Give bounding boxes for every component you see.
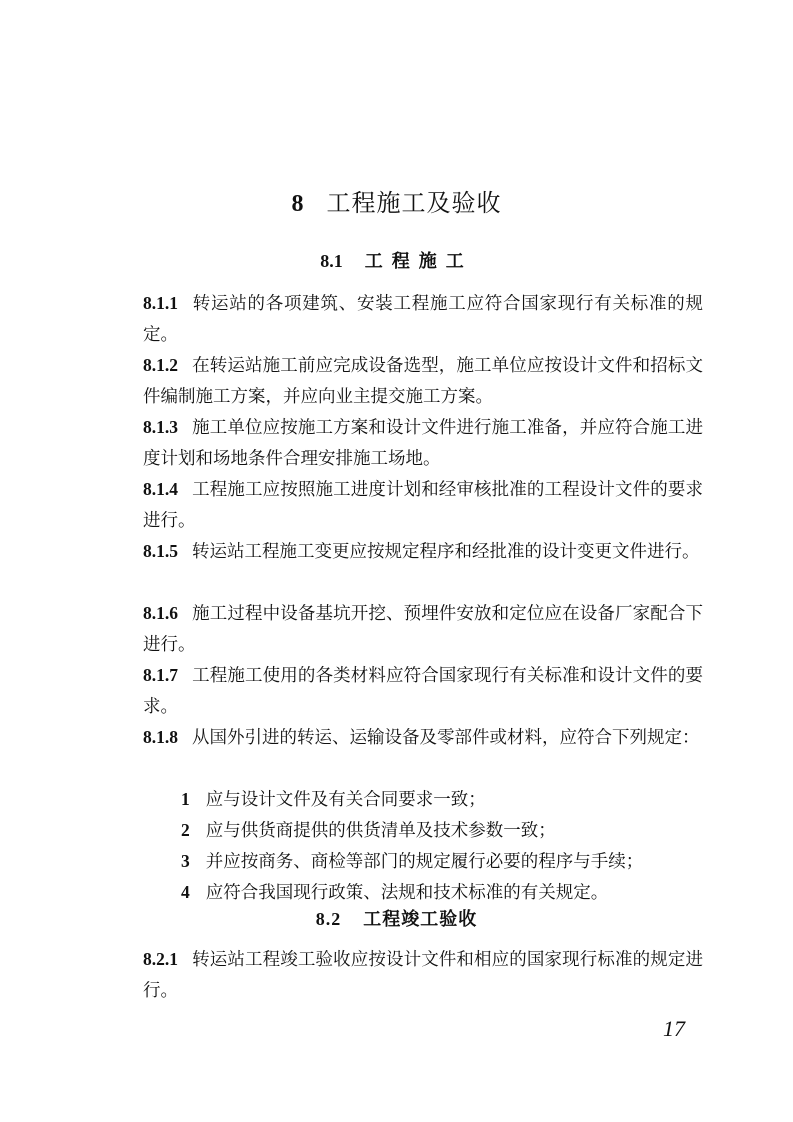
item-text: 应与设计文件及有关合同要求一致； xyxy=(205,790,486,810)
clause-number: 8.1.7 xyxy=(143,665,178,685)
clause-text: 施工过程中设备基坑开挖、预埋件安放和定位应在设备厂家配合下进行。 xyxy=(143,604,703,655)
clause-text: 工程施工使用的各类材料应符合国家现行有关标准和设计文件的要求。 xyxy=(143,666,703,717)
clause-8-1-3 xyxy=(143,412,703,475)
clause-8-2-1 xyxy=(143,944,703,1007)
list-item xyxy=(181,846,706,878)
clause-text: 在转运站施工前应完成设备选型，施工单位应按设计文件和招标文件编制施工方案，并应向业主提交施工方案。 xyxy=(143,356,703,407)
chapter-title xyxy=(0,183,793,218)
section-title-text: 工程施工 xyxy=(364,251,473,272)
clause-8-1-2 xyxy=(143,350,703,413)
clause-8-1-6 xyxy=(143,598,703,661)
clause-number: 8.1.2 xyxy=(143,355,178,375)
chapter-title-text: 工程施工及验收 xyxy=(326,189,502,217)
item-text: 并应按商务、商检等部门的规定履行必要的程序与手续； xyxy=(205,852,644,872)
list-item xyxy=(181,815,706,847)
clause-8-1-4 xyxy=(143,474,703,537)
item-number: 2 xyxy=(181,820,190,840)
item-text: 应符合我国现行政策、法规和技术标准的有关规定。 xyxy=(205,883,609,903)
section-number: 8.2 xyxy=(315,909,342,929)
clause-number: 8.1.4 xyxy=(143,479,178,499)
page-number: 17 xyxy=(663,1016,685,1041)
section-title-text: 工程竣工验收 xyxy=(363,909,478,930)
clause-text: 转运站工程施工变更应按规定程序和经批准的设计变更文件进行。 xyxy=(192,542,700,562)
item-text: 应与供货商提供的供货清单及技术参数一致； xyxy=(205,821,556,841)
section-title-8-1 xyxy=(0,247,793,273)
clause-text: 转运站工程竣工验收应按设计文件和相应的国家现行标准的规定进行。 xyxy=(143,950,703,1001)
clause-text: 工程施工应按照施工进度计划和经审核批准的工程设计文件的要求进行。 xyxy=(143,480,703,531)
item-number: 4 xyxy=(181,882,190,902)
list-item xyxy=(181,784,706,816)
item-number: 1 xyxy=(181,789,190,809)
clause-text: 施工单位应按施工方案和设计文件进行施工准备，并应符合施工进度计划和场地条件合理安排施工场地。 xyxy=(143,418,703,469)
clause-number: 8.1.3 xyxy=(143,417,178,437)
clause-text: 从国外引进的转运、运输设备及零部件或材料，应符合下列规定： xyxy=(192,728,700,748)
clause-text: 转运站的各项建筑、安装工程施工应符合国家现行有关标准的规定。 xyxy=(143,294,703,345)
clause-number: 8.2.1 xyxy=(143,949,178,969)
clause-number: 8.1.5 xyxy=(143,541,178,561)
clause-8-1-5 xyxy=(143,536,703,568)
clause-number: 8.1.6 xyxy=(143,603,178,623)
section-title-8-2 xyxy=(0,905,793,931)
clause-number: 8.1.8 xyxy=(143,727,178,747)
section-number: 8.1 xyxy=(320,251,343,271)
item-number: 3 xyxy=(181,851,190,871)
clause-8-1-7 xyxy=(143,660,703,723)
clause-number: 8.1.1 xyxy=(143,293,178,313)
chapter-number: 8 xyxy=(291,191,305,217)
clause-8-1-8 xyxy=(143,722,703,754)
clause-8-1-1 xyxy=(143,288,703,351)
